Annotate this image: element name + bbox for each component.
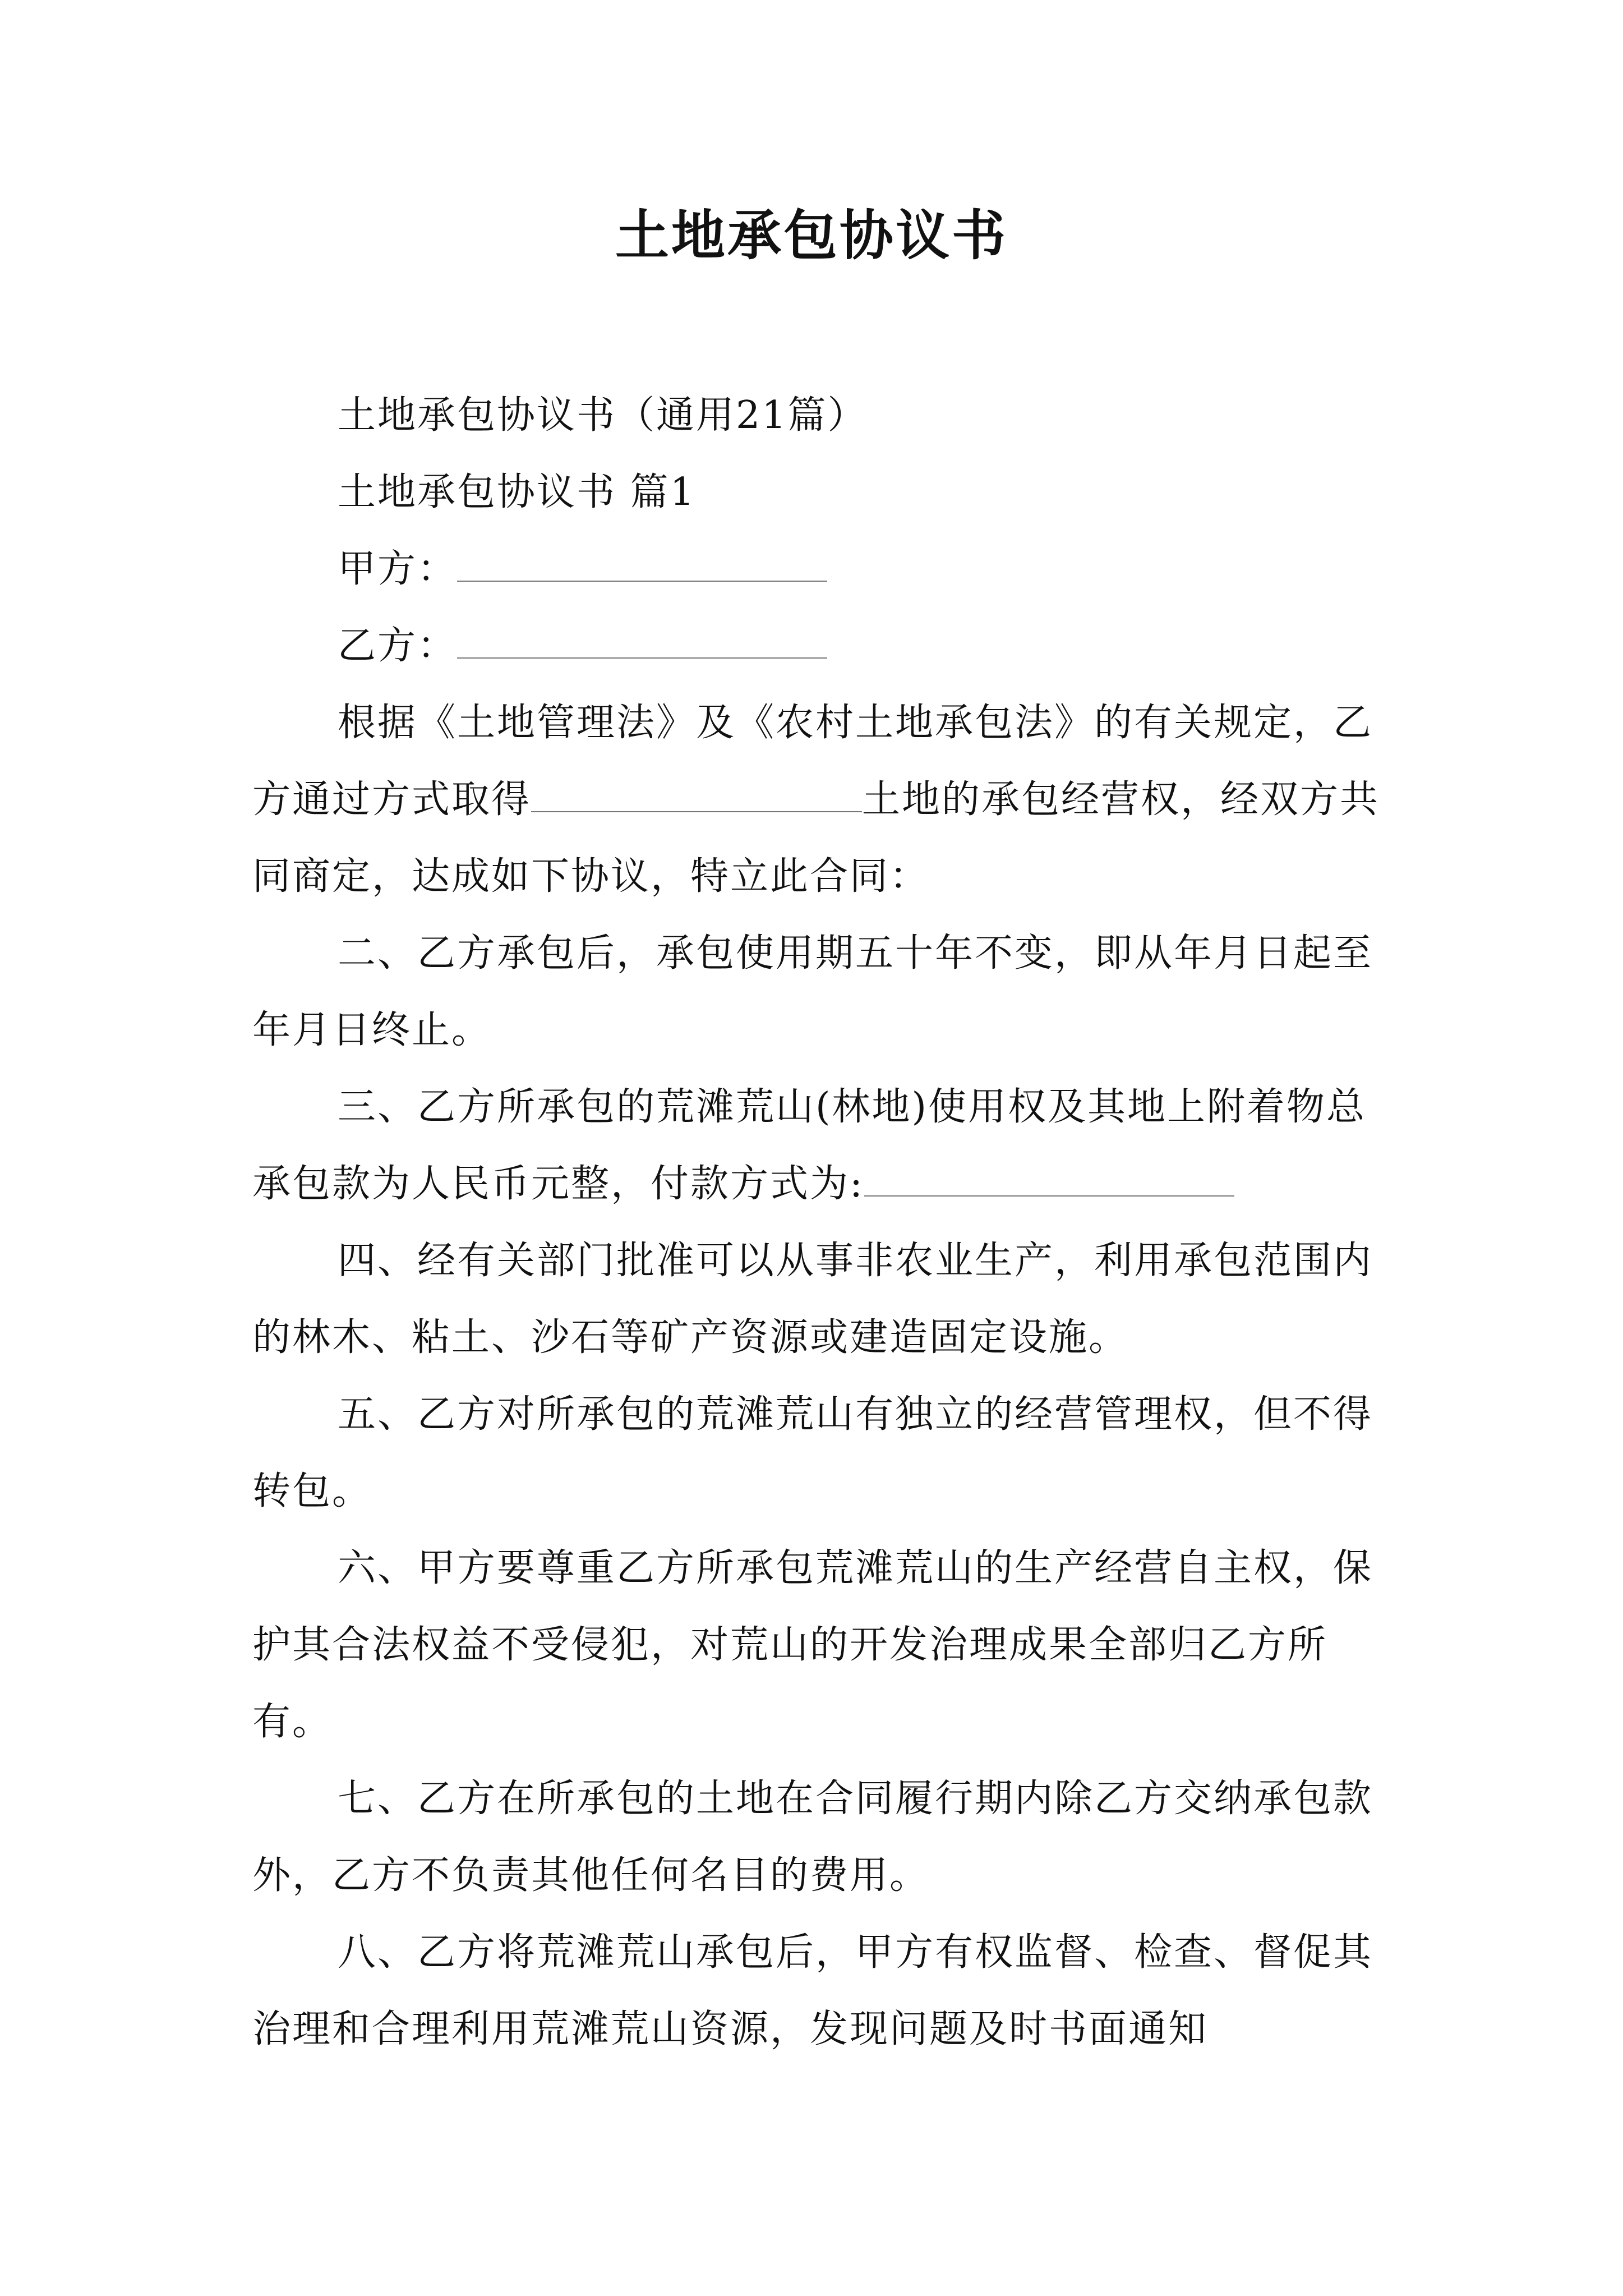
paragraph-7: 七、乙方在所承包的土地在合同履行期内除乙方交纳承包款外，乙方不负责其他任何名目的费用。 [252,1777,1373,1898]
paragraph-3 [252,1069,1391,1222]
party-b-blank [457,628,827,659]
document-subtitle: 土地承包协议书（通用21篇） [338,393,868,438]
paragraph-5: 五、乙方对所承包的荒滩荒山有独立的经营管理权，但不得转包。 [252,1392,1373,1513]
paragraph-4: 四、经有关部门批准可以从事非农业生产，利用承包范围内的林木、粘土、沙石等矿产资源或建造固定设施。 [252,1239,1373,1360]
party-b-line [252,608,1391,684]
paragraph-3-text: 三、乙方所承包的荒滩荒山(林地)使用权及其地上附着物总承包款为人民币元整，付款方式为: [252,1085,1367,1206]
paragraph-8: 八、乙方将荒滩荒山承包后，甲方有权监督、检查、督促其治理和合理利用荒滩荒山资源，发现问题及时书面通知 [252,1930,1373,2051]
paragraph-intro [252,684,1391,915]
paragraph-intro-part2: 土地的承包经营权，经双方共同商定，达成如下协议，特立此合同： [252,777,1380,899]
document-body [252,377,1391,2068]
party-a-label: 甲方： [338,547,458,591]
party-a-line [252,531,1391,608]
paragraph-6: 六、甲方要尊重乙方所承包荒滩荒山的生产经营自主权，保护其合法权益不受侵犯，对荒山的开发治理成果全部归乙方所有。 [252,1546,1373,1744]
land-blank [531,782,862,812]
party-b-label: 乙方： [338,624,458,668]
paragraph-intro-part1: 根据《土地管理法》及《农村土地承包法》的有关规定，乙方通过方式取得 [252,701,1373,822]
section-heading: 土地承包协议书 篇1 [338,470,696,514]
payment-method-blank [864,1166,1234,1197]
document-title: 土地承包协议书 [615,204,1008,267]
paragraph-2: 二、乙方承包后，承包使用期五十年不变，即从年月日起至年月日终止。 [252,931,1373,1052]
party-a-blank [457,551,827,582]
